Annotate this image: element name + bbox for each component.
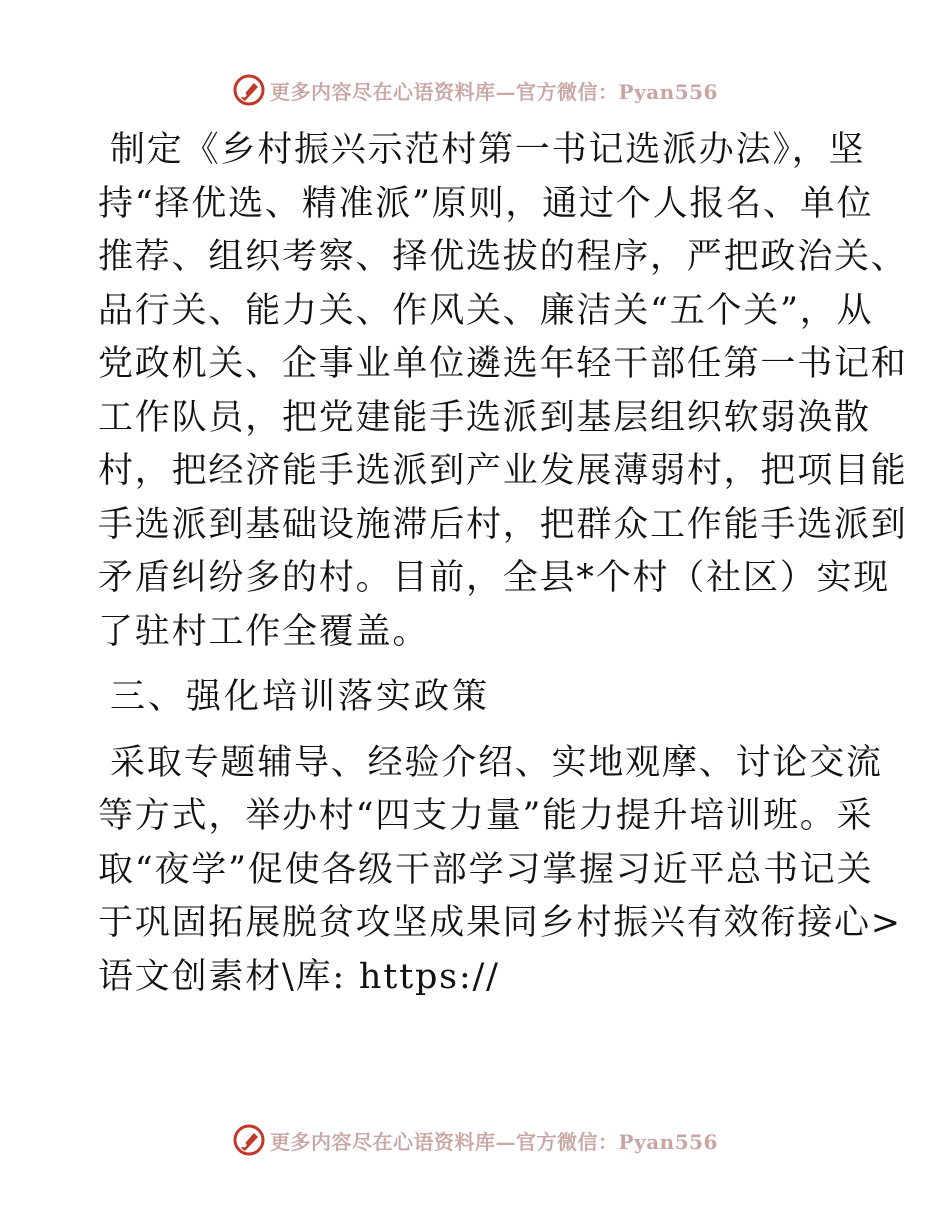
text-line: 取“夜学”促使各级干部学习掌握习近平总书记关 xyxy=(98,849,874,890)
paragraph-first-secretary-selection xyxy=(98,124,908,659)
section-heading: 三、强化培训落实政策 xyxy=(110,677,491,717)
paragraph-training xyxy=(98,737,902,1005)
pen-nib-logo-icon xyxy=(232,73,266,107)
text-line: 制定《乡村振兴示范村第一书记选派办法》，坚 xyxy=(110,130,866,170)
text-line: 等方式，举办村“四支力量”能力提升培训班。采 xyxy=(98,796,874,836)
text-line: 工作队员，把党建能手选派到基层组织软弱涣散 xyxy=(98,397,871,438)
footer-watermark-banner xyxy=(0,1120,950,1160)
text-line: 矛盾纠纷多的村。目前，全县*个村（社区）实现 xyxy=(98,558,891,598)
watermark-text: 更多内容尽在心语资料库—官方微信：Pyan556 xyxy=(270,1129,718,1154)
header-watermark-banner xyxy=(0,70,950,110)
text-line: 了驻村工作全覆盖。 xyxy=(98,611,430,652)
text-line: 村，把经济能手选派到产业发展薄弱村，把项目能 xyxy=(98,451,908,491)
text-line: 推荐、组织考察、择优选拔的程序，严把政治关、 xyxy=(98,237,908,277)
text-line: 党政机关、企事业单位遴选年轻干部任第一书记和 xyxy=(98,344,908,384)
text-line: 采取专题辅导、经验介绍、实地观摩、讨论交流 xyxy=(110,742,883,783)
text-line: 于巩固拓展脱贫攻坚成果同乡村振兴有效衔接心> xyxy=(98,903,902,943)
text-line: 语文创素材\库: https:// xyxy=(98,956,500,997)
text-line: 手选派到基础设施滞后村，把群众工作能手选派到 xyxy=(98,504,908,545)
watermark-text: 更多内容尽在心语资料库—官方微信：Pyan556 xyxy=(270,79,718,104)
pen-nib-logo-icon xyxy=(232,1123,266,1157)
text-line: 品行关、能力关、作风关、廉洁关“五个关”，从 xyxy=(98,290,874,331)
document-body xyxy=(98,124,908,1004)
text-line: 持“择优选、精准派”原则，通过个人报名、单位 xyxy=(98,183,874,224)
